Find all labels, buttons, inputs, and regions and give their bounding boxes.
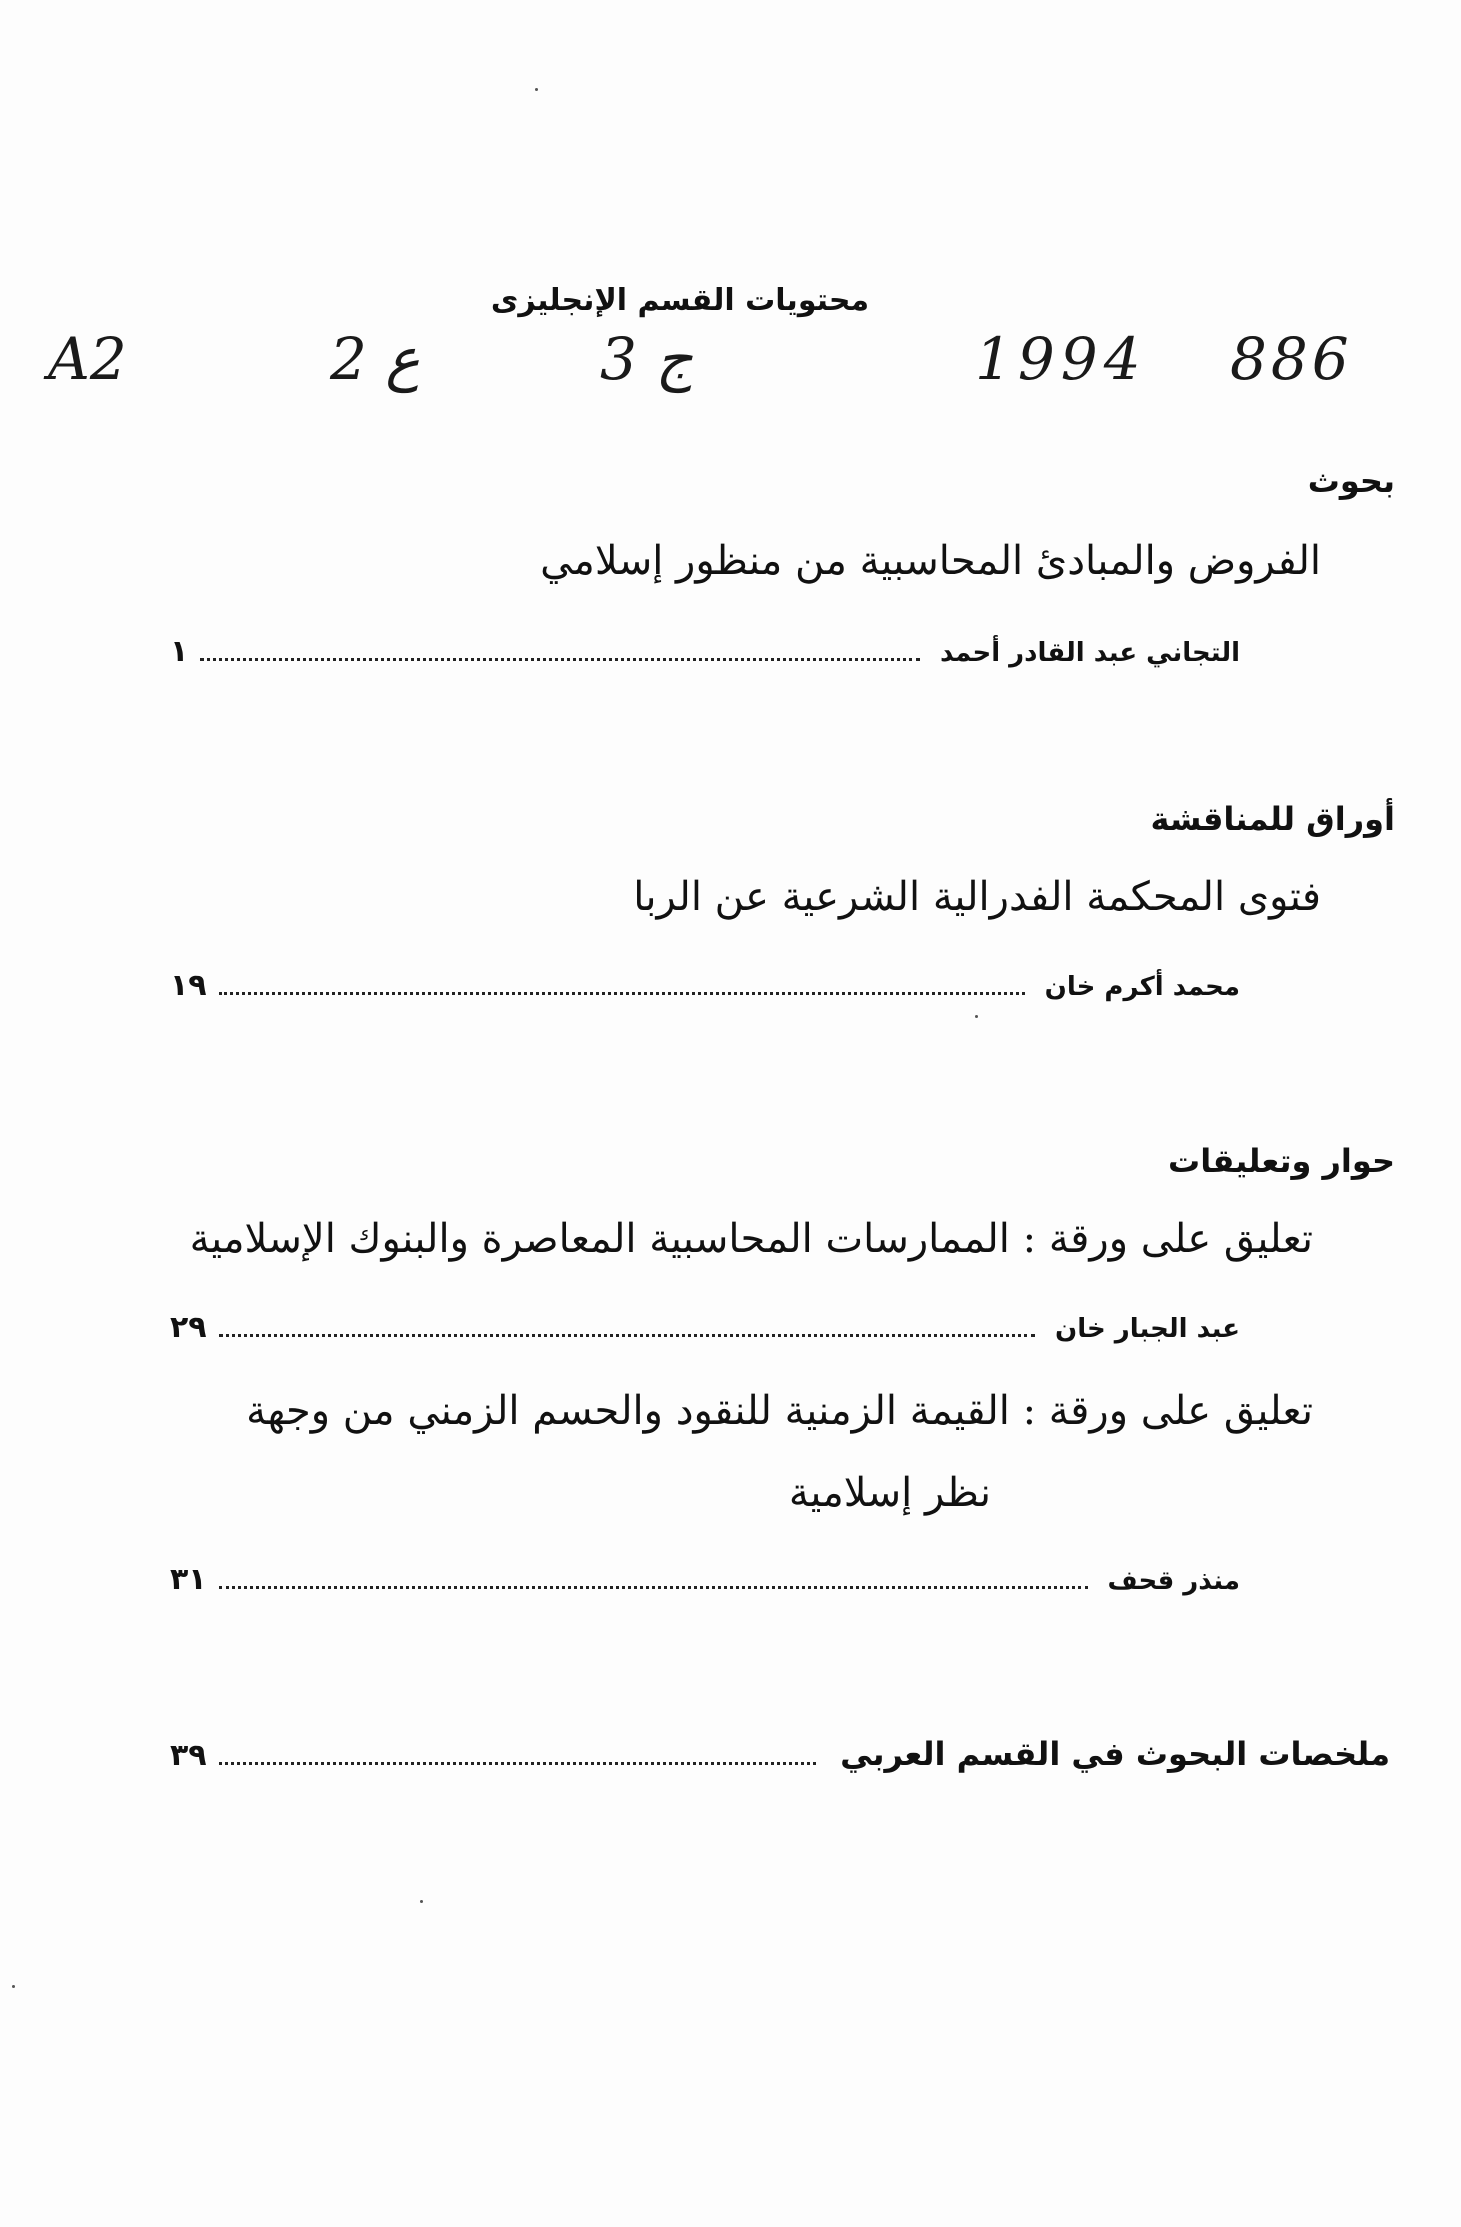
- page-number: ٣١: [170, 1562, 207, 1597]
- section-heading-dialogue: حوار وتعليقات: [1168, 1142, 1395, 1180]
- page-number: ٣٩: [170, 1738, 207, 1773]
- page-number: ١٩: [170, 968, 207, 1003]
- summaries-label: ملخصات البحوث في القسم العربي: [840, 1735, 1390, 1773]
- dot-leader: [219, 1312, 1035, 1337]
- dot-leader: [200, 636, 920, 661]
- author-name: عبد الجبار خان: [1055, 1314, 1240, 1344]
- section-heading-research: بحوث: [1307, 462, 1395, 500]
- dot-leader: [219, 970, 1025, 995]
- page-number: ١: [170, 634, 189, 669]
- scan-speck: [12, 1985, 15, 1988]
- toc-entry: [170, 634, 1240, 674]
- scan-speck: [535, 88, 538, 91]
- article-title-continued: نظر إسلامية: [788, 1470, 991, 1516]
- author-name: منذر قحف: [1107, 1566, 1240, 1596]
- page-number: ٢٩: [170, 1310, 207, 1345]
- section-heading-discussion: أوراق للمناقشة: [1150, 800, 1395, 838]
- scan-speck: [420, 1900, 423, 1903]
- article-title: فتوى المحكمة الفدرالية الشرعية عن الربا: [633, 874, 1321, 920]
- dot-leader: [219, 1564, 1088, 1589]
- scan-speck: [975, 1015, 978, 1018]
- contents-title: محتويات القسم الإنجليزى: [490, 283, 870, 318]
- article-title: تعليق على ورقة : الممارسات المحاسبية المعاصرة والبنوك الإسلامية: [189, 1216, 1313, 1262]
- toc-entry: [170, 968, 1240, 1008]
- handwritten-note: 2 ع: [330, 325, 420, 393]
- dot-leader: [219, 1740, 817, 1765]
- article-title: الفروض والمبادئ المحاسبية من منظور إسلامي: [540, 538, 1321, 584]
- toc-entry: [170, 1310, 1240, 1350]
- author-name: التجاني عبد القادر أحمد: [940, 638, 1240, 668]
- handwritten-note: A2: [48, 325, 127, 393]
- author-name: محمد أكرم خان: [1044, 972, 1240, 1002]
- handwritten-note: 886: [1230, 325, 1353, 393]
- article-title: تعليق على ورقة : القيمة الزمنية للنقود والحسم الزمني من وجهة: [246, 1388, 1313, 1434]
- summaries-entry: [170, 1735, 1390, 1781]
- handwritten-note: 1994: [975, 325, 1147, 393]
- handwritten-note: 3 ج: [600, 325, 693, 393]
- toc-entry: [170, 1562, 1240, 1602]
